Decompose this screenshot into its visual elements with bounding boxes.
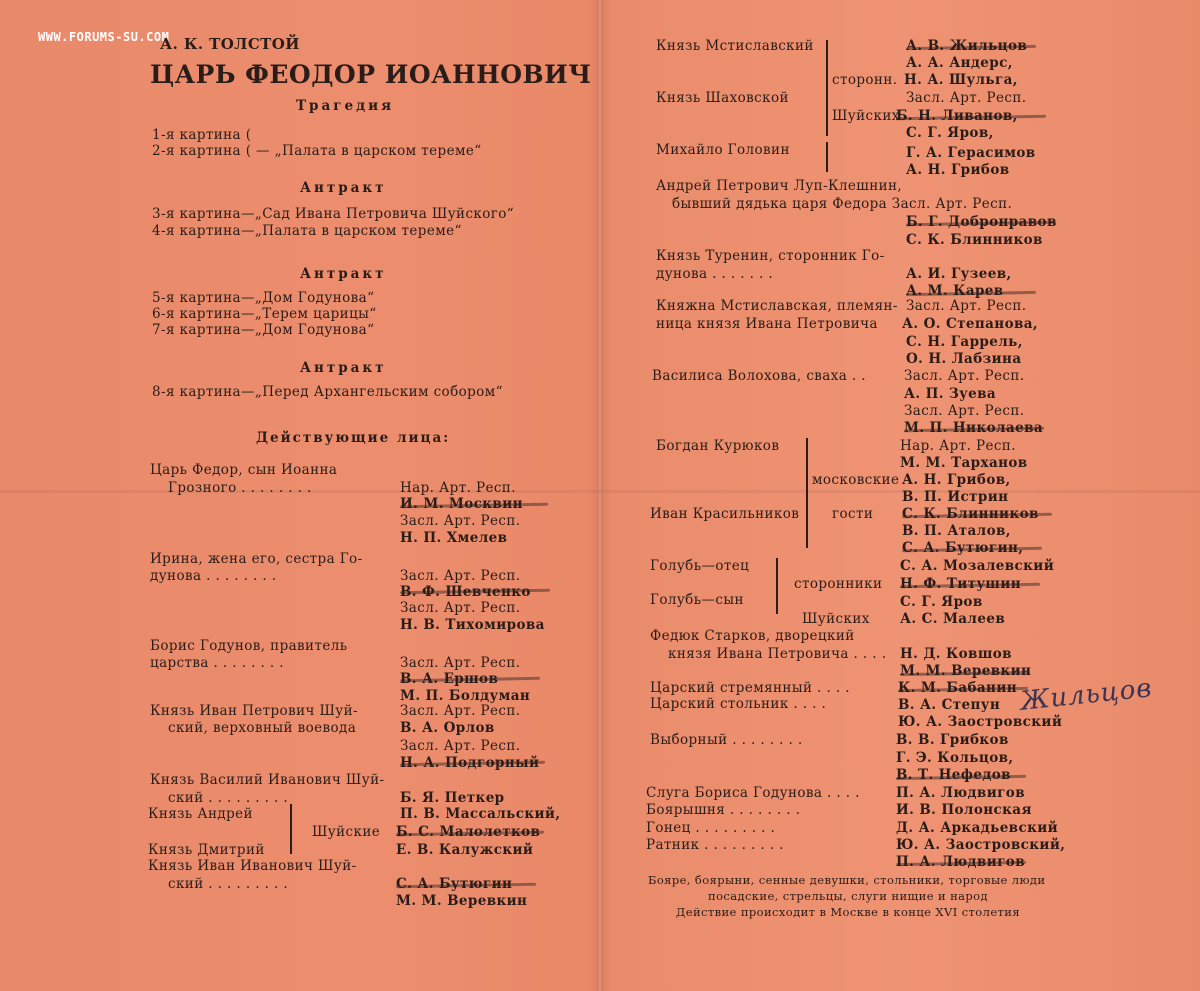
- actor-title: Засл. Арт. Респ.: [904, 403, 1025, 419]
- role: Федюк Старков, дворецкий: [650, 628, 855, 644]
- cast-heading: Действующие лица:: [256, 430, 451, 446]
- actor: Б. Я. Петкер: [400, 790, 505, 806]
- actor: В. В. Грибков: [896, 732, 1009, 748]
- actor: М. М. Веревкин: [900, 663, 1032, 679]
- scene-line: 5-я картина—„Дом Годунова“: [152, 290, 375, 306]
- actor: А. П. Зуева: [904, 386, 997, 402]
- role: ница князя Ивана Петровича: [656, 316, 878, 332]
- actor: Н. П. Хмелев: [400, 530, 508, 546]
- role: Князь Туренин, сторонник Го-: [656, 248, 885, 264]
- role: Князь Дмитрий: [148, 842, 265, 858]
- actor-title: Засл. Арт. Респ.: [400, 655, 521, 671]
- role: дунова . . . . . . . .: [150, 568, 277, 584]
- actor: А. Н. Грибов: [906, 162, 1010, 178]
- actor: А. М. Карев: [906, 283, 1004, 299]
- actor: Н. В. Тихомирова: [400, 617, 545, 633]
- role: бывший дядька царя Федора Засл. Арт. Респ.: [672, 196, 1013, 212]
- actor: А. О. Степанова,: [902, 316, 1038, 332]
- actor: С. К. Блинников: [906, 232, 1043, 248]
- actor: Б. Н. Ливанов,: [896, 108, 1018, 124]
- actor-title: Засл. Арт. Респ.: [906, 90, 1027, 106]
- scene-line: 2-я картина ( — „Палата в царском тереме“: [152, 143, 482, 159]
- role: Михайло Головин: [656, 142, 790, 158]
- actor: М. М. Веревкин: [396, 893, 528, 909]
- intermission: Антракт: [300, 180, 387, 196]
- center-fold: [597, 0, 603, 991]
- scene-line: 4-я картина—„Палата в царском тереме“: [152, 223, 462, 239]
- actor: М. П. Болдуман: [400, 688, 531, 704]
- role: Царский стольник . . . .: [650, 696, 827, 712]
- group-label: московские: [812, 472, 900, 488]
- group-bracket: [826, 142, 828, 172]
- actor: О. Н. Лабзина: [906, 351, 1022, 367]
- actor-title: Засл. Арт. Респ.: [400, 703, 521, 719]
- actor: Н. Д. Ковшов: [900, 646, 1012, 662]
- role: Княжна Мстиславская, племян-: [656, 298, 898, 314]
- actor: С. К. Блинников: [902, 506, 1039, 522]
- actor: С. Г. Яров: [900, 594, 983, 610]
- role: Князь Иван Петрович Шуй-: [150, 703, 358, 719]
- role: Князь Андрей: [148, 806, 253, 822]
- actor-title: Нар. Арт. Респ.: [900, 438, 1016, 454]
- actor-title: Засл. Арт. Респ.: [400, 568, 521, 584]
- role: Богдан Курюков: [656, 438, 780, 454]
- actor: Ю. А. Заостровский: [898, 714, 1063, 730]
- actor: П. А. Людвигов: [896, 785, 1025, 801]
- role: Слуга Бориса Годунова . . . .: [646, 785, 860, 801]
- role: Ратник . . . . . . . . .: [646, 837, 784, 853]
- role: дунова . . . . . . .: [656, 266, 774, 282]
- group-label: Шуйские: [312, 824, 381, 840]
- actor: С. Г. Яров,: [906, 125, 994, 141]
- play-title: ЦАРЬ ФЕОДОР ИОАННОВИЧ: [150, 60, 592, 89]
- extras-line: Бояре, боярыни, сенные девушки, стольники, торговые люди: [648, 873, 1046, 887]
- actor: В. А. Орлов: [400, 720, 495, 736]
- role: Гонец . . . . . . . . .: [646, 820, 776, 836]
- group-bracket: [826, 40, 828, 136]
- role: ский, верховный воевода: [168, 720, 357, 736]
- actor-title: Засл. Арт. Респ.: [400, 600, 521, 616]
- handwritten-note: Жильцов: [1018, 673, 1154, 717]
- actor: К. М. Бабанин: [898, 680, 1018, 696]
- actor-title: Засл. Арт. Респ.: [400, 513, 521, 529]
- role: Василиса Волохова, сваха . .: [652, 368, 866, 384]
- role: Боярышня . . . . . . . .: [646, 802, 801, 818]
- role: царства . . . . . . . .: [150, 655, 284, 671]
- scene-line: 8-я картина—„Перед Архангельским собором“: [152, 384, 503, 400]
- actor: А. В. Жильцов: [906, 38, 1028, 54]
- actor-title: Засл. Арт. Респ.: [904, 368, 1025, 384]
- actor: В. П. Аталов,: [902, 523, 1011, 539]
- actor: П. А. Людвигов: [896, 854, 1025, 870]
- actor: В. П. Истрин: [902, 489, 1009, 505]
- actor: Н. А. Подгорный: [400, 755, 540, 771]
- group-label: гости: [832, 506, 874, 522]
- actor: М. П. Николаева: [904, 420, 1043, 436]
- actor: Н. А. Шульга,: [904, 72, 1018, 88]
- actor: Б. С. Малолетков: [396, 824, 541, 840]
- actor: Д. А. Аркадьевский: [896, 820, 1059, 836]
- group-label: Шуйских: [832, 108, 900, 124]
- role: Голубь—отец: [650, 558, 750, 574]
- actor-title: Засл. Арт. Респ.: [400, 738, 521, 754]
- role: Князь Мстиславский: [656, 38, 814, 54]
- actor: М. М. Тарханов: [900, 455, 1028, 471]
- actor: Н. Ф. Титушин: [900, 576, 1022, 592]
- actor: С. А. Бутюгин,: [902, 540, 1024, 556]
- actor: Г. Э. Кольцов,: [896, 750, 1014, 766]
- role: князя Ивана Петровича . . . .: [668, 646, 887, 662]
- role: Царский стремянный . . . .: [650, 680, 850, 696]
- role: Ирина, жена его, сестра Го-: [150, 551, 363, 567]
- setting-line: Действие происходит в Москве в конце XVI столетия: [676, 905, 1021, 919]
- actor: С. А. Бутюгин: [396, 876, 513, 892]
- group-bracket: [776, 558, 778, 614]
- scene-line: 3-я картина—„Сад Ивана Петровича Шуйского“: [152, 206, 515, 222]
- actor: А. А. Андерс,: [906, 55, 1013, 71]
- actor: П. В. Массальский,: [400, 806, 561, 822]
- actor: А. И. Гузеев,: [906, 266, 1012, 282]
- scene-line: 1-я картина (: [152, 127, 252, 143]
- actor: Г. А. Герасимов: [906, 145, 1036, 161]
- actor: В. А. Ершов: [400, 671, 499, 687]
- group-bracket: [806, 438, 808, 548]
- role: ский . . . . . . . . .: [168, 876, 289, 892]
- role: Андрей Петрович Луп-Клешнин,: [656, 178, 903, 194]
- group-label: сторонники: [794, 576, 883, 592]
- actor: А. С. Малеев: [900, 611, 1006, 627]
- actor: В. Ф. Шевченко: [400, 584, 531, 600]
- actor: С. Н. Гаррель,: [906, 334, 1023, 350]
- role: ский . . . . . . . . .: [168, 790, 289, 806]
- role: Князь Василий Иванович Шуй-: [150, 772, 385, 788]
- actor: Б. Г. Добронравов: [906, 214, 1057, 230]
- actor: В. Т. Нефедов: [896, 767, 1011, 783]
- role: Грозного . . . . . . . .: [168, 480, 312, 496]
- scene-line: 6-я картина—„Терем царицы“: [152, 306, 377, 322]
- role: Иван Красильников: [650, 506, 800, 522]
- role: Царь Федор, сын Иоанна: [150, 462, 338, 478]
- role: Князь Иван Иванович Шуй-: [148, 858, 357, 874]
- group-label: сторонн.: [832, 72, 898, 88]
- extras-line: посадские, стрельцы, слуги нищие и народ: [708, 889, 988, 903]
- actor-title: Засл. Арт. Респ.: [906, 298, 1027, 314]
- role: Князь Шаховской: [656, 90, 789, 106]
- actor: И. М. Москвин: [400, 496, 523, 512]
- actor: В. А. Степун: [898, 697, 1001, 713]
- author: А. К. ТОЛСТОЙ: [160, 35, 300, 53]
- intermission: Антракт: [300, 266, 387, 282]
- actor: Ю. А. Заостровский,: [896, 837, 1066, 853]
- actor: А. Н. Грибов,: [902, 472, 1011, 488]
- actor: И. В. Полонская: [896, 802, 1032, 818]
- group-bracket: [290, 804, 292, 854]
- genre: Трагедия: [296, 98, 395, 114]
- actor-title: Нар. Арт. Респ.: [400, 480, 516, 496]
- role: Выборный . . . . . . . .: [650, 732, 803, 748]
- role: Борис Годунов, правитель: [150, 638, 348, 654]
- group-label: Шуйских: [802, 611, 870, 627]
- intermission: Антракт: [300, 360, 387, 376]
- scene-line: 7-я картина—„Дом Годунова“: [152, 322, 375, 338]
- role: Голубь—сын: [650, 592, 744, 608]
- actor: Е. В. Калужский: [396, 842, 534, 858]
- watermark: WWW.FORUMS-SU.COM: [38, 30, 170, 44]
- actor: С. А. Мозалевский: [900, 558, 1055, 574]
